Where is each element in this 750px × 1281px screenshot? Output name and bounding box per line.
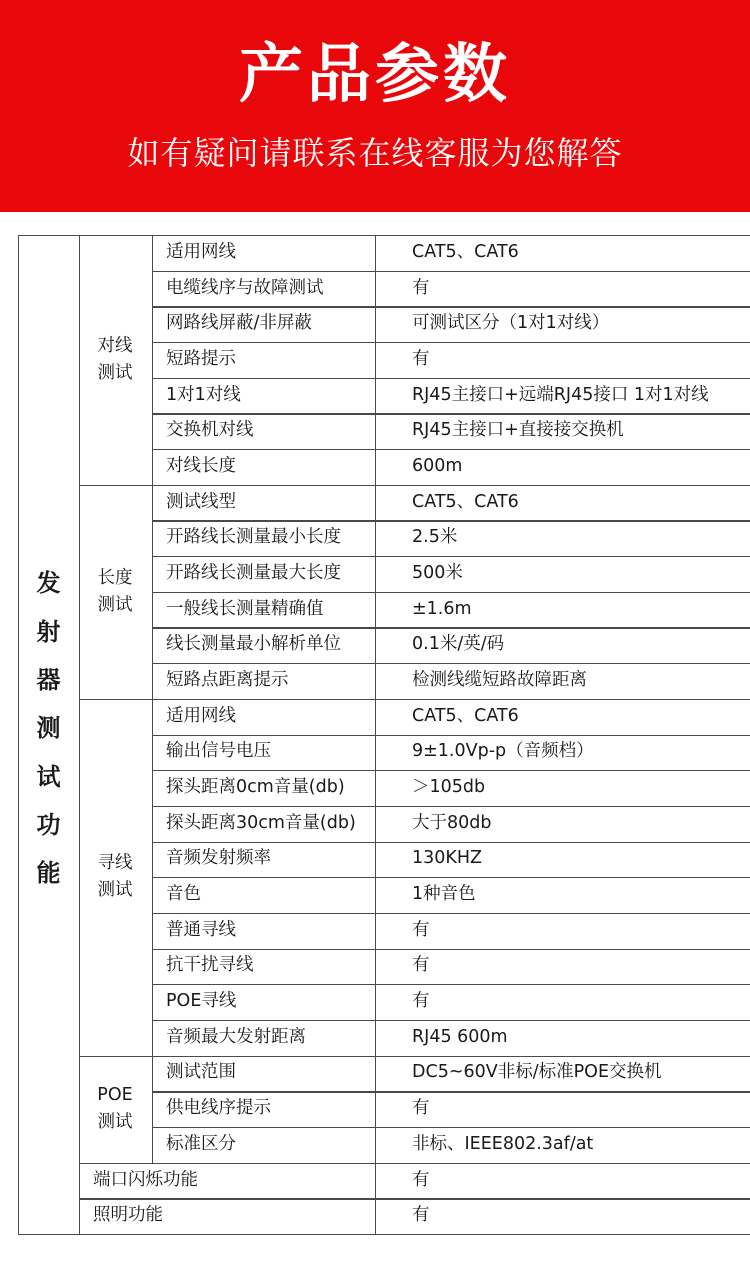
table-border-top — [18, 235, 750, 236]
row-divider — [152, 627, 750, 628]
row-divider — [152, 806, 750, 807]
group-divider — [79, 485, 750, 486]
row-label: 测试线型 — [166, 491, 236, 512]
row-value: 有 — [412, 348, 430, 369]
group-label-line2: 测试 — [97, 880, 133, 901]
row-divider — [152, 663, 750, 664]
group-label-line1: POE — [97, 1085, 133, 1106]
row-value: 130KHZ — [412, 848, 483, 869]
row-value: CAT5、CAT6 — [412, 705, 519, 726]
row-label: 交换机对线 — [166, 420, 254, 441]
row-value: RJ45主接口+直接接交换机 — [412, 420, 624, 441]
row-value: 有 — [412, 1098, 430, 1119]
row-divider — [79, 1234, 750, 1235]
row-divider — [152, 877, 750, 878]
page-title: 产品参数 — [239, 38, 511, 112]
row-label: 标准区分 — [166, 1133, 236, 1154]
row-divider — [152, 913, 750, 914]
row-label: 一般线长测量精确值 — [166, 598, 324, 619]
row-label: 照明功能 — [93, 1205, 163, 1226]
row-label: 短路提示 — [166, 348, 236, 369]
row-divider — [152, 378, 750, 379]
row-label: 探头距离30cm音量(db) — [166, 812, 356, 833]
row-divider — [152, 1020, 750, 1021]
row-label: 抗干扰寻线 — [166, 955, 254, 976]
row-value: 0.1米/英/码 — [412, 634, 505, 655]
row-label: 音频最大发射距离 — [166, 1026, 306, 1047]
group-label — [79, 565, 151, 619]
row-divider — [152, 306, 750, 307]
table-border-left — [18, 235, 19, 1234]
col-divider-1 — [79, 235, 80, 1234]
row-value: 9±1.0Vp-p（音频档） — [412, 741, 594, 762]
row-label: 对线长度 — [166, 455, 236, 476]
page-subtitle: 如有疑问请联系在线客服为您解答 — [127, 134, 623, 172]
row-label: 普通寻线 — [166, 919, 236, 940]
row-value: 大于80db — [412, 812, 492, 833]
row-divider — [152, 449, 750, 450]
row-divider — [152, 1091, 750, 1092]
row-divider — [152, 556, 750, 557]
row-label: 1对1对线 — [166, 384, 241, 405]
row-divider — [152, 735, 750, 736]
row-label: 端口闪烁功能 — [93, 1169, 198, 1190]
row-value: 500米 — [412, 562, 463, 583]
row-value: 可测试区分（1对1对线） — [412, 313, 610, 334]
group-label — [79, 333, 151, 387]
row-value: 有 — [412, 991, 430, 1012]
group-label — [79, 850, 151, 904]
group-label-line2: 测试 — [97, 1112, 133, 1133]
row-divider — [152, 949, 750, 950]
row-divider — [152, 342, 750, 343]
row-value: 有 — [412, 919, 430, 940]
group-label-line1: 长度 — [97, 567, 133, 588]
group-label — [79, 1082, 151, 1136]
group-label-line2: 测试 — [97, 594, 133, 615]
row-label: 适用网线 — [166, 241, 236, 262]
row-value: ＞105db — [412, 777, 486, 798]
row-value: 有 — [412, 1169, 430, 1190]
row-value: DC5~60V非标/标准POE交换机 — [412, 1062, 662, 1083]
row-divider — [79, 1198, 750, 1199]
row-value: RJ45主接口+远端RJ45接口 1对1对线 — [412, 384, 709, 405]
row-label: 音频发射频率 — [166, 848, 271, 869]
table-border-bottom — [18, 1234, 79, 1235]
row-divider — [152, 984, 750, 985]
col-divider-2 — [152, 235, 153, 1163]
row-value: 600m — [412, 455, 463, 476]
row-divider — [152, 592, 750, 593]
group-divider — [79, 1056, 750, 1057]
row-value: 1种音色 — [412, 884, 476, 905]
row-value: CAT5、CAT6 — [412, 241, 519, 262]
row-divider — [152, 1127, 750, 1128]
row-label: 短路点距离提示 — [166, 670, 289, 690]
row-value: 检测线缆短路故障距离 — [412, 670, 587, 690]
row-label: 输出信号电压 — [166, 741, 271, 762]
row-value: 有 — [412, 1205, 430, 1226]
col-divider-3 — [375, 235, 376, 1234]
row-label: 开路线长测量最大长度 — [166, 562, 341, 583]
row-label: 线长测量最小解析单位 — [166, 634, 341, 655]
row-value: ±1.6m — [412, 598, 472, 619]
group-label-line1: 对线 — [97, 335, 133, 356]
row-label: 电缆线序与故障测试 — [166, 277, 324, 298]
row-label: 测试范围 — [166, 1062, 236, 1083]
row-value: CAT5、CAT6 — [412, 491, 519, 512]
row-value: 非标、IEEE802.3af/at — [412, 1133, 594, 1154]
row-value: RJ45 600m — [412, 1026, 508, 1047]
row-label: 网路线屏蔽/非屏蔽 — [166, 313, 312, 334]
group-divider — [79, 699, 750, 700]
row-label: 探头距离0cm音量(db) — [166, 777, 345, 798]
row-label: 适用网线 — [166, 705, 236, 726]
row-divider — [152, 842, 750, 843]
group-label-line1: 寻线 — [97, 853, 133, 874]
group-divider — [79, 1163, 750, 1164]
row-divider — [152, 271, 750, 272]
row-value: 有 — [412, 955, 430, 976]
row-divider — [152, 520, 750, 521]
row-label: POE寻线 — [166, 991, 237, 1012]
row-value: 2.5米 — [412, 527, 458, 548]
group-label-line2: 测试 — [97, 362, 133, 383]
row-value: 有 — [412, 277, 430, 298]
row-divider — [152, 770, 750, 771]
row-label: 供电线序提示 — [166, 1098, 271, 1119]
row-label: 音色 — [166, 884, 201, 905]
row-divider — [152, 413, 750, 414]
row-label: 开路线长测量最小长度 — [166, 527, 341, 548]
section-label: 发射器测试功能 — [36, 569, 61, 888]
